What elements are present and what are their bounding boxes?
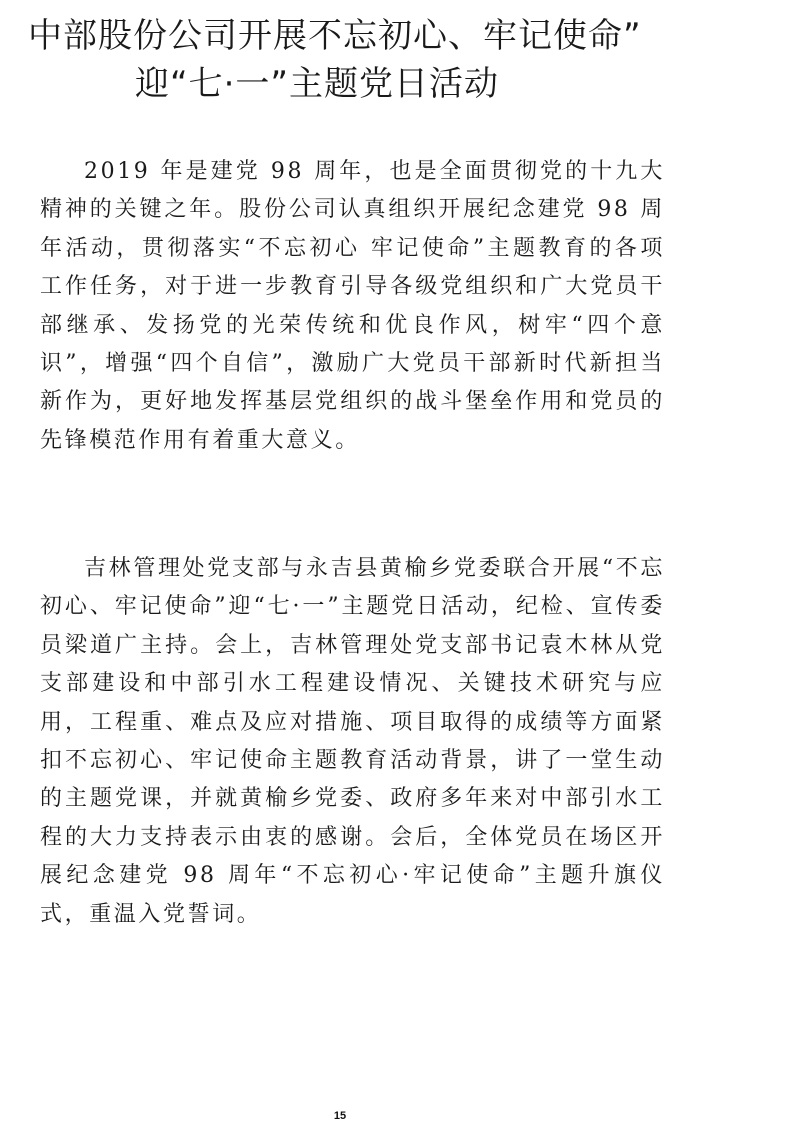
body-section-1	[40, 153, 665, 460]
paragraph: 2019 年是建党 98 周年，也是全面贯彻党的十九大精神的关键之年。股份公司认真组织开展纪念建党 98 周年活动，贯彻落实“不忘初心 牢记使命”主题教育的各项工作任务，对于进一步教育引导各级党组织和广大党员干部继承、发扬党的光荣传统和优良作风，树牢“四个意识”，增强“四个自信”，激励广大党员干部新时代新担当新作为，更好地发挥基层党组织的战斗堡垒作用和党员的先锋模范作用有着重大意义。	[40, 159, 665, 453]
body-section-2	[40, 550, 665, 934]
paragraph: 吉林管理处党支部与永吉县黄榆乡党委联合开展“不忘初心、牢记使命”迎“七·一”主题党日活动，纪检、宣传委员梁道广主持。会上，吉林管理处党支部书记袁木林从党支部建设和中部引水工程建设情况、关键技术研究与应用，工程重、难点及应对措施、项目取得的成绩等方面紧扣不忘初心、牢记使命主题教育活动背景，讲了一堂生动的主题党课，并就黄榆乡党委、政府多年来对中部引水工程的大力支持表示由衷的感谢。会后，全体党员在场区开展纪念建党 98 周年“不忘初心·牢记使命”主题升旗仪式，重温入党誓词。	[40, 556, 665, 927]
document-title-line-2: 迎“七·一”主题党日活动	[135, 64, 500, 104]
page-number: 15	[333, 1110, 347, 1122]
document-title-line-1: 中部股份公司开展不忘初心、牢记使命”	[28, 16, 642, 56]
